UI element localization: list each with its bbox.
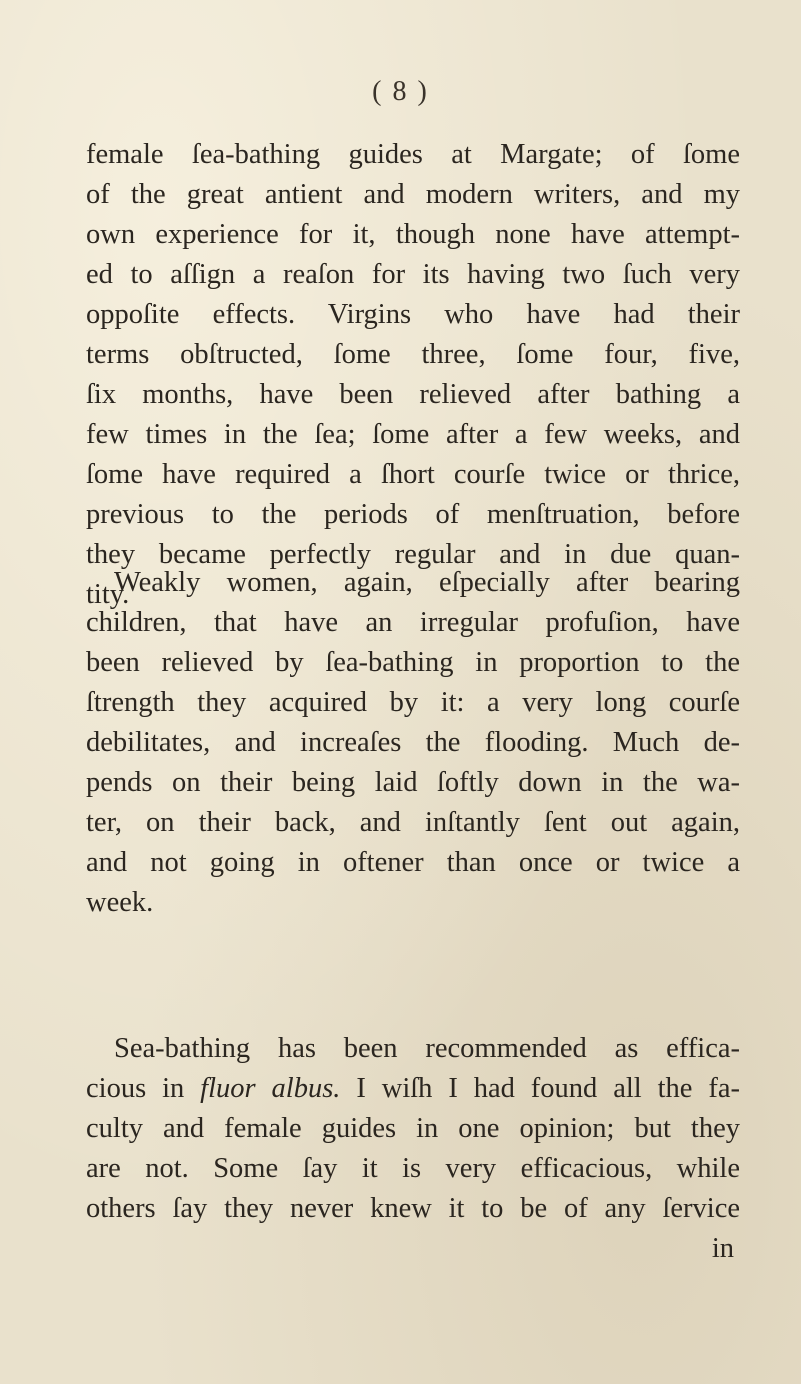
text-line: they became perfectly regular and in due quan-: [86, 539, 740, 570]
text-line: Sea-bathing has been recommended as effica-: [114, 1033, 740, 1064]
paragraph-1: [86, 135, 740, 615]
text-line: been relieved by ſea-bathing in proportion to the: [86, 647, 740, 678]
text-fragment: cious in: [86, 1073, 201, 1104]
text-line: female ſea-bathing guides at Margate; of ſome: [86, 139, 740, 170]
text-line: Weakly women, again, eſpecially after bearing: [114, 567, 740, 598]
text-line: ed to aſſign a reaſon for its having two ſuch very: [86, 259, 740, 290]
text-line: others ſay they never knew it to be of any ſervice: [86, 1193, 740, 1224]
text-line: ter, on their back, and inſtantly ſent out again,: [86, 807, 740, 838]
text-line: pends on their being laid ſoftly down in the wa-: [86, 767, 740, 798]
text-line: of the great antient and modern writers, and my: [86, 179, 740, 210]
text-line: and not going in oftener than once or twice a: [86, 847, 740, 878]
text-line: ſix months, have been relieved after bathing a: [86, 379, 740, 410]
text-line: terms obſtructed, ſome three, ſome four, five,: [86, 339, 740, 370]
text-line: week.: [86, 887, 154, 918]
text-line: tity.: [86, 579, 130, 610]
text-line: own experience for it, though none have attempt-: [86, 219, 740, 250]
text-line: ſtrength they acquired by it: a very long courſe: [86, 687, 740, 718]
text-line: culty and female guides in one opinion; but they: [86, 1113, 740, 1144]
paragraph-3: [86, 1029, 740, 1269]
italic-term: fluor albus.: [200, 1073, 341, 1104]
catchword: in: [711, 1233, 734, 1264]
paragraph-2: [86, 563, 740, 923]
text-line-with-italic: [86, 1069, 740, 1109]
text-line: previous to the periods of menſtruation, before: [86, 499, 740, 530]
text-line: oppoſite effects. Virgins who have had their: [86, 299, 740, 330]
text-fragment: I wiſh I had found all the fa-: [340, 1073, 740, 1104]
text-line: few times in the ſea; ſome after a few weeks, and: [86, 419, 740, 450]
text-line: ſome have required a ſhort courſe twice or thrice,: [86, 459, 740, 490]
page-number: ( 8 ): [372, 76, 429, 107]
text-line: are not. Some ſay it is very efficacious, while: [86, 1153, 740, 1184]
text-line: debilitates, and increaſes the flooding. Much de-: [86, 727, 740, 758]
text-line: children, that have an irregular profuſion, have: [86, 607, 740, 638]
